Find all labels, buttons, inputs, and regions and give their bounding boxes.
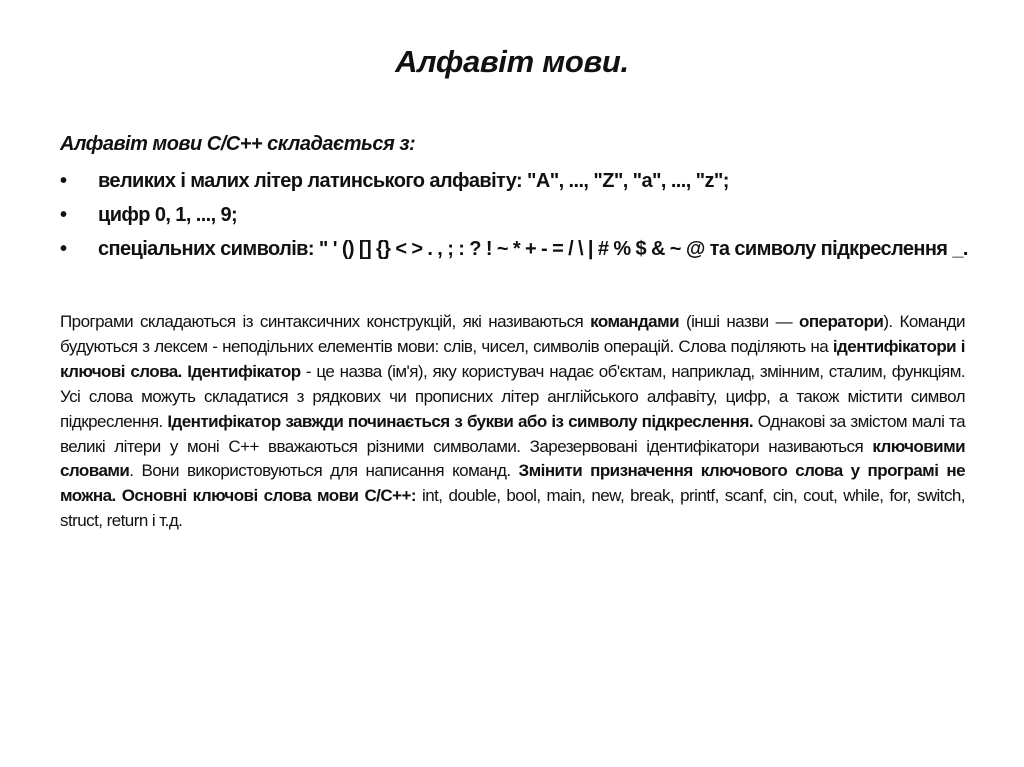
bullet-item-digits	[60, 200, 970, 230]
para-segment: Однакові за змістом малі та великі літери у моні С++ вважаються різними символами. Зарезервовані ідентифікатори називаються	[60, 411, 965, 456]
bullet-text: цифр 0, 1, ..., 9;	[98, 204, 238, 226]
bullet-icon: •	[60, 238, 67, 260]
bullet-text: спеціальних символів: " ' () [] {} < > . , ; : ? ! ~ * + - = / \ | # % $ & ~ @ та символу підкреслення _.	[98, 238, 968, 260]
bullet-list	[60, 166, 970, 268]
para-segment-bold: ключовими словами	[60, 436, 965, 481]
bullet-item-symbols	[60, 234, 970, 264]
bullet-text: великих і малих літер латинського алфавіту: "A", ..., "Z", "a", ..., "z";	[98, 170, 729, 192]
para-segment-bold: Ідентифікатор завжди починається з букви або із символу підкреслення.	[167, 411, 754, 431]
para-segment: - це назва (ім'я), яку користувач надає об'єктам, наприклад, змінним, сталим, функціям. Усі слова можуть складатися з рядкових чи прописних літер англійського алфавіту, цифр, а також містити символ підкреслення.	[60, 361, 965, 431]
subtitle: Алфавіт мови С/С++ складається з:	[60, 133, 416, 155]
para-segment: ). Команди будуються з лексем - неподільних елементів мови: слів, чисел, символів операцій. Слова поділяють на	[60, 312, 965, 356]
bullet-icon: •	[60, 170, 67, 192]
para-segment-bold: ідентифікатори і ключові слова. Ідентифікатор	[60, 336, 965, 381]
bullet-item-letters	[60, 166, 970, 196]
slide-title: Алфавіт мови.	[395, 44, 629, 79]
para-segment-bold: командами	[590, 312, 680, 331]
para-segment: Програми складаються із синтаксичних конструкцій, які називаються	[60, 312, 591, 331]
para-segment-bold: оператори	[798, 312, 884, 331]
body-paragraph	[60, 310, 965, 534]
bullet-icon: •	[60, 204, 67, 226]
para-segment: . Вони використовуються для написання команд.	[129, 461, 519, 481]
para-segment: int, double, bool, main, new, break, printf, scanf, cin, cout, while, for, switch, struct, return і т.д.	[60, 486, 965, 531]
para-segment-bold: Змінити призначення ключового слова у програмі не можна. Основні ключові слова мови С/С++:	[60, 461, 966, 506]
para-segment: (інші назви —	[679, 312, 799, 331]
